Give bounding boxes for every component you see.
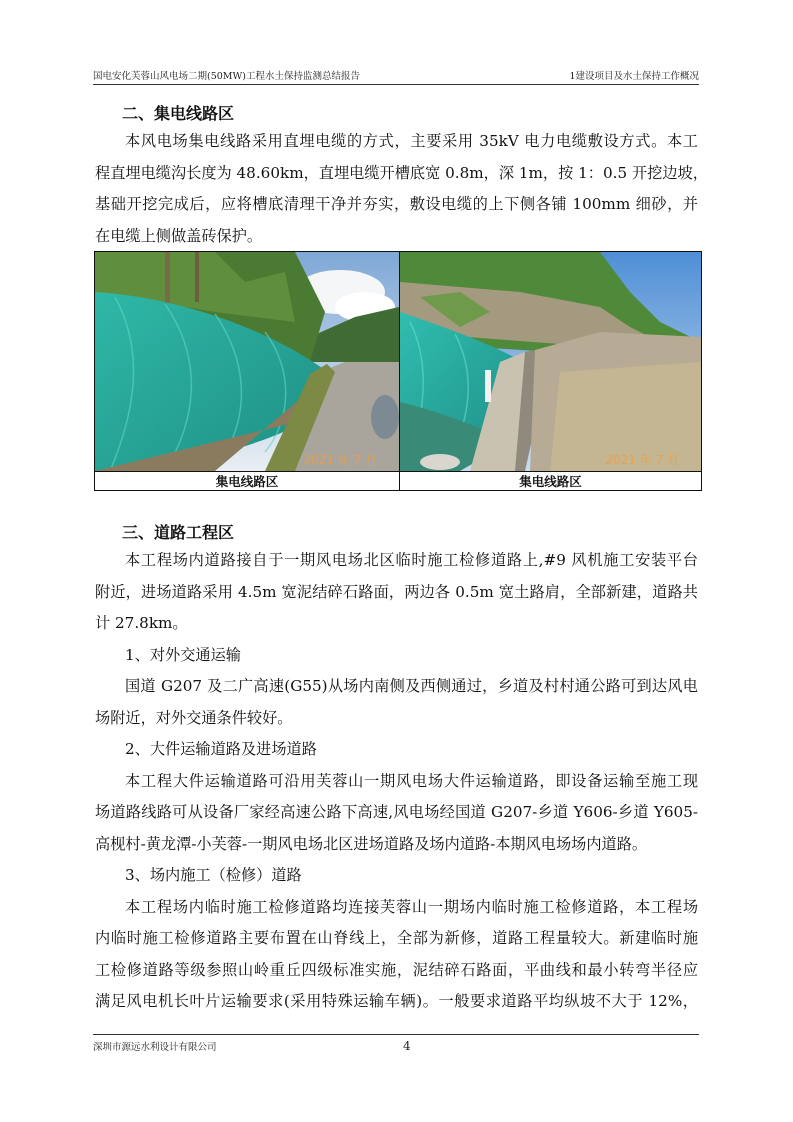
paragraph-line: 场道路线路可从设备厂家经高速公路下高速,风电场经国道 G207-乡道 Y606-乡道 Y605- bbox=[95, 803, 698, 821]
header-chapter-title: 1建设项目及水土保持工作概况 bbox=[569, 71, 699, 82]
page-footer bbox=[93, 1034, 699, 1055]
section3-paragraphs bbox=[95, 545, 698, 1018]
paragraph-line: 基础开挖完成后，应将槽底清理干净并夯实，敷设电缆的上下侧各铺 100mm 细砂，并 bbox=[95, 195, 698, 213]
photo-caption: 集电线路区 bbox=[519, 474, 582, 489]
paragraph-line: 程直埋电缆沟长度为 48.60km，直埋电缆开槽底宽 0.8m，深 1m，按 1：0.5 开挖边坡， bbox=[95, 163, 708, 182]
header-report-title: 国电安化芙蓉山风电场二期(50MW)工程水土保持监测总结报告 bbox=[93, 71, 360, 82]
page-header bbox=[93, 66, 699, 85]
photo-caption: 集电线路区 bbox=[95, 472, 400, 491]
subsection-title: 2、大件运输道路及进场道路 bbox=[125, 740, 317, 758]
photo-caption-row bbox=[95, 471, 701, 491]
section2-paragraph bbox=[95, 126, 708, 252]
paragraph-line: 本工程场内临时施工检修道路均连接芙蓉山一期场内临时施工检修道路，本工程场 bbox=[125, 897, 698, 916]
paragraph-line: 满足风电机长叶片运输要求(采用特殊运输车辆)。一般要求道路平均纵坡不大于 12%， bbox=[95, 992, 698, 1010]
photo-date-stamp: 2021 年 7 月 bbox=[605, 453, 679, 467]
page-number: 4 bbox=[403, 1039, 411, 1053]
photo-collector-line-left bbox=[95, 252, 400, 471]
photo-date-stamp: 2021 年 7 月 bbox=[303, 453, 377, 467]
paragraph-line: 在电缆上侧做盖砖保护。 bbox=[95, 226, 263, 245]
section-title-road-works: 三、道路工程区 bbox=[122, 523, 235, 542]
photo-collector-line-right bbox=[400, 252, 701, 471]
paragraph-line: 本风电场集电线路采用直埋电缆的方式，主要采用 35kV 电力电缆敷设方式。本工 bbox=[125, 132, 698, 150]
paragraph-line: 计 27.8km。 bbox=[95, 614, 188, 632]
paragraph-line: 内临时施工检修道路主要布置在山脊线上，全部为新修，道路工程量较大。新建临时施 bbox=[95, 929, 698, 947]
subsection-title: 3、场内施工（检修）道路 bbox=[125, 866, 302, 884]
section-title-collector-lines: 二、集电线路区 bbox=[122, 104, 235, 123]
paragraph-line: 本工程大件运输道路可沿用芙蓉山一期风电场大件运输道路，即设备运输至施工现 bbox=[125, 771, 698, 790]
subsection-title: 1、对外交通运输 bbox=[125, 645, 241, 664]
paragraph-line: 工检修道路等级参照山岭重丘四级标准实施，泥结碎石路面，平曲线和最小转弯半径应 bbox=[95, 960, 698, 979]
paragraph-line: 本工程场内道路接自于一期风电场北区临时施工检修道路上,#9 风机施工安装平台 bbox=[125, 551, 698, 569]
paragraph-line: 附近，进场道路采用 4.5m 宽泥结碎石路面，两边各 0.5m 宽土路肩，全部新建，道路共 bbox=[95, 582, 698, 601]
photo-table bbox=[94, 251, 702, 491]
paragraph-line: 高枧村-黄龙潭-小芙蓉-一期风电场北区进场道路及场内道路-本期风电场场内道路。 bbox=[95, 834, 648, 853]
footer-company: 深圳市源远水利设计有限公司 bbox=[93, 1042, 217, 1053]
paragraph-line: 场附近，对外交通条件较好。 bbox=[95, 708, 293, 727]
paragraph-line: 国道 G207 及二广高速(G55)从场内南侧及西侧通过，乡道及村村通公路可到达风电 bbox=[125, 677, 698, 695]
